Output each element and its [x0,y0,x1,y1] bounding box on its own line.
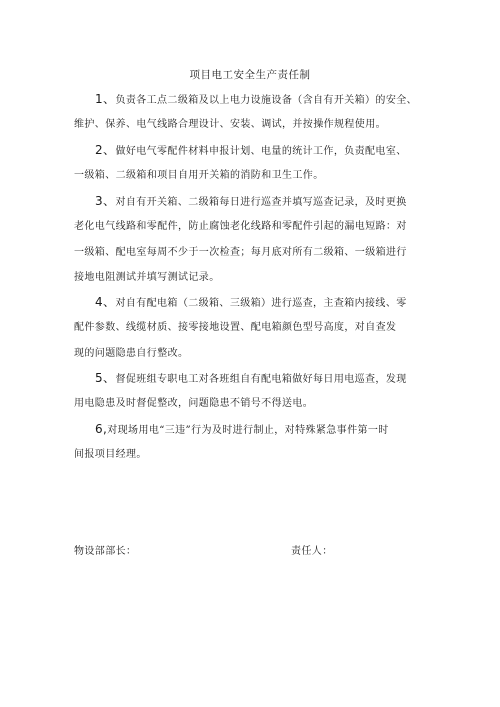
clause-text: 做好电气零配件材料申报计划、电量的统计工作，负责配电室、 [115,146,407,157]
clause-number: 1、 [95,92,116,106]
clause-text: 负责各工点二级箱及以上电力设施设备（含自有开关箱）的安全、 [115,95,418,106]
clause-number: 6, [95,422,108,436]
clause-1 [74,87,434,138]
clause-4 [74,290,434,366]
clause-line [74,87,434,112]
clause-line [74,366,434,391]
clause-line: 维护、保养、电气线路合理设计、安装、调试，并按操作规程使用。 [74,119,386,131]
clause-text: 对现场用电“三违”行为及时进行制止，对特殊紧急事件第一时 [107,425,389,436]
clause-text: 对自有配电箱（二级箱、三级箱）进行巡查，主查箱内接线、零 [115,298,407,309]
clause-line: 配件参数、线缆材质、接零接地设置、配电箱颜色型号高度，对自查发 [74,322,397,334]
clause-3 [74,189,434,290]
signature-responsible-person: 责任人： [291,546,333,557]
clause-line [74,417,434,442]
clause-5 [74,366,434,417]
clause-text: 对自有开关箱、二级箱每日进行巡查并填写巡查记录，及时更换 [115,197,407,208]
clause-line [74,138,434,163]
clause-line: 老化电气线路和零配件，防止腐蚀老化线路和零配件引起的漏电短路：对 [74,221,407,233]
clause-number: 4、 [95,295,116,309]
clause-line: 接地电阻测试并填写测试记录。 [74,271,220,283]
clause-line: 现的问题隐患自行整改。 [74,347,189,359]
clause-line [74,189,434,214]
clause-line: 用电隐患及时督促整改，问题隐患不销号不得送电。 [74,398,314,410]
clause-text: 督促班组专职电工对各班组自有配电箱做好每日用电巡查，发现 [115,374,407,385]
clause-number: 3、 [95,194,116,208]
clause-number: 5、 [95,371,116,385]
clause-2 [74,138,434,189]
signature-department-head: 物设部部长： [74,546,137,557]
clause-6 [74,417,434,468]
clause-line [74,290,434,315]
clause-number: 2、 [95,143,116,157]
clause-line: 一级箱、二级箱和项目自用开关箱的消防和卫生工作。 [74,170,324,182]
clause-line: 一级箱、配电室每周不少于一次检查；每月底对所有二级箱、一级箱进行 [74,246,407,258]
document-title: 项目电工安全生产责任制 [189,69,311,81]
clause-line: 间报项目经理。 [74,449,147,461]
